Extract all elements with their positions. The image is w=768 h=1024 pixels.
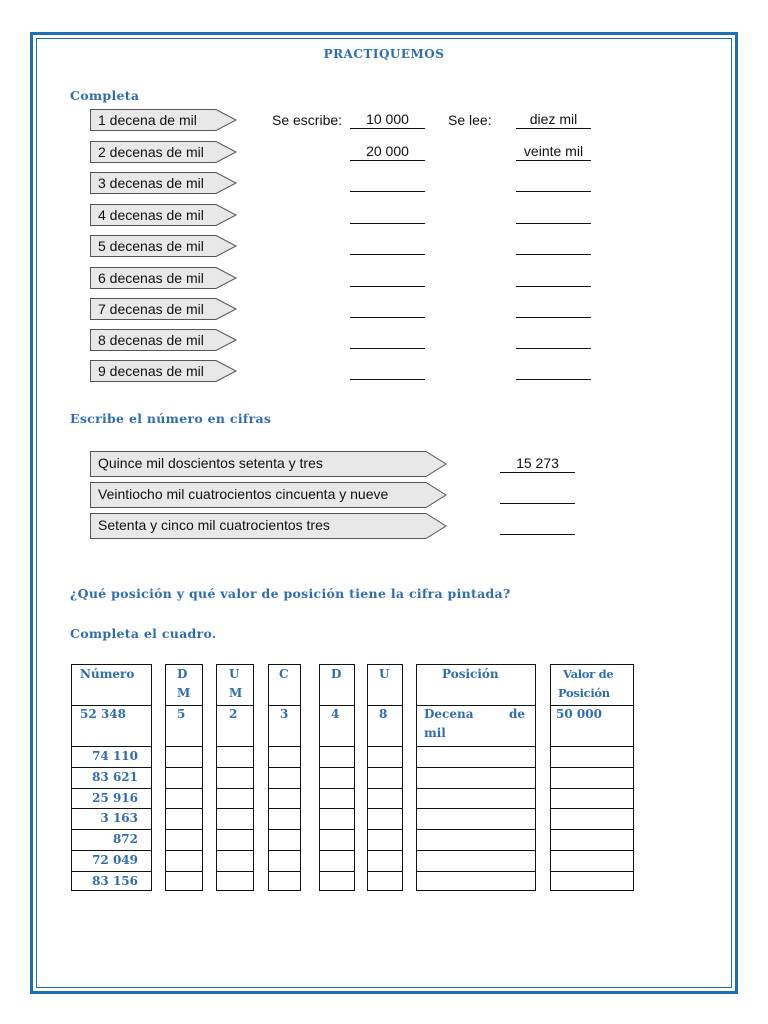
se-lee-label: Se lee: [448, 112, 492, 128]
table-row-divider [71, 871, 152, 872]
table-row-divider [165, 808, 203, 809]
table-row-divider [71, 808, 152, 809]
table-header-divider [165, 705, 203, 706]
table-header-divider [268, 705, 301, 706]
written-answer-field[interactable] [350, 173, 425, 192]
table-row-divider [71, 788, 152, 789]
decena-label-text: 8 decenas de mil [98, 332, 204, 348]
example-posicion-3: mil [424, 726, 446, 740]
read-answer-field[interactable] [516, 205, 591, 224]
header-dm-1: D [177, 667, 188, 681]
table-row-divider [216, 850, 254, 851]
number-words-tag [90, 451, 450, 477]
example-posicion-2: de [509, 707, 526, 721]
table-header-divider [416, 705, 536, 706]
decena-label-tag [90, 141, 240, 163]
table-row-divider [367, 788, 403, 789]
table-example-divider [216, 746, 254, 747]
table-number-cell: 83 156 [92, 873, 138, 888]
number-words-tag [90, 482, 450, 508]
table-row-divider [367, 871, 403, 872]
table-row-divider [367, 808, 403, 809]
example-u: 8 [379, 707, 388, 721]
table-row-divider [268, 788, 301, 789]
decena-label-text: 9 decenas de mil [98, 363, 204, 379]
se-escribe-label: Se escribe: [272, 112, 343, 128]
table-row-divider [416, 788, 536, 789]
written-answer-field[interactable]: 10 000 [350, 110, 425, 129]
table-example-divider [71, 746, 152, 747]
table-row-divider [165, 871, 203, 872]
table-row-divider [268, 767, 301, 768]
written-answer-field[interactable] [350, 205, 425, 224]
table-number-cell: 872 [112, 832, 138, 846]
number-words-tag [90, 513, 450, 539]
table-column-posicion [416, 664, 536, 891]
table-row-divider [550, 808, 634, 809]
example-numero: 52 348 [80, 707, 126, 721]
cifras-answer-field[interactable] [500, 485, 575, 504]
decena-label-text: 6 decenas de mil [98, 270, 204, 286]
table-row-divider [319, 767, 355, 768]
written-answer-field[interactable] [350, 361, 425, 380]
read-answer-field[interactable] [516, 173, 591, 192]
read-answer-field[interactable] [516, 268, 591, 287]
header-c: C [279, 667, 289, 681]
section-heading-completa: Completa [70, 88, 140, 103]
read-answer-field[interactable]: veinte mil [516, 142, 591, 161]
header-numero: Número [80, 667, 135, 681]
header-u: U [379, 667, 390, 681]
read-answer-field[interactable] [516, 361, 591, 380]
decena-label-text: 1 decena de mil [98, 112, 197, 128]
table-row-divider [416, 829, 536, 830]
written-answer-field[interactable] [350, 236, 425, 255]
example-d: 4 [331, 707, 340, 721]
read-answer-field[interactable] [516, 236, 591, 255]
header-posicion: Posición [442, 667, 499, 681]
decena-label-text: 4 decenas de mil [98, 207, 204, 223]
read-answer-field[interactable] [516, 330, 591, 349]
table-row-divider [416, 871, 536, 872]
table-row-divider [165, 829, 203, 830]
table-row-divider [216, 808, 254, 809]
decena-label-tag [90, 204, 240, 226]
read-answer-field[interactable]: diez mil [516, 110, 591, 129]
table-row-divider [550, 788, 634, 789]
table-column-c [268, 664, 301, 891]
table-row-divider [367, 767, 403, 768]
table-header-divider [550, 705, 634, 706]
example-um: 2 [229, 707, 238, 721]
decena-label-text: 7 decenas de mil [98, 301, 204, 317]
header-um-1: U [229, 667, 240, 681]
header-valor-1: Valor de [563, 667, 614, 681]
question-text: ¿Qué posición y qué valor de posición tiene la cifra pintada? [70, 586, 511, 601]
table-row-divider [165, 850, 203, 851]
section-heading-cuadro: Completa el cuadro. [70, 626, 217, 641]
header-d: D [331, 667, 342, 681]
read-answer-field[interactable] [516, 299, 591, 318]
table-row-divider [550, 850, 634, 851]
number-words-text: Veintiocho mil cuatrocientos cincuenta y nueve [98, 486, 389, 502]
decena-label-text: 3 decenas de mil [98, 175, 204, 191]
decena-label-tag [90, 329, 240, 351]
table-row-divider [216, 767, 254, 768]
table-row-divider [550, 871, 634, 872]
table-number-cell: 83 621 [92, 769, 138, 784]
table-row-divider [268, 829, 301, 830]
written-answer-field[interactable] [350, 268, 425, 287]
decena-label-tag [90, 172, 240, 194]
table-row-divider [319, 808, 355, 809]
number-words-text: Quince mil doscientos setenta y tres [98, 455, 323, 471]
table-row-divider [268, 850, 301, 851]
table-row-divider [416, 808, 536, 809]
table-row-divider [319, 788, 355, 789]
table-row-divider [71, 829, 152, 830]
table-row-divider [268, 808, 301, 809]
table-row-divider [550, 767, 634, 768]
table-row-divider [367, 829, 403, 830]
cifras-answer-field[interactable] [500, 516, 575, 535]
cifras-answer-field[interactable]: 15 273 [500, 454, 575, 473]
table-row-divider [165, 767, 203, 768]
table-row-divider [71, 850, 152, 851]
table-number-cell: 3 163 [100, 811, 138, 826]
header-um-2: M [229, 686, 243, 700]
table-example-divider [550, 746, 634, 747]
table-row-divider [319, 829, 355, 830]
table-example-divider [416, 746, 536, 747]
example-c: 3 [280, 707, 289, 721]
decena-label-text: 2 decenas de mil [98, 144, 204, 160]
written-answer-field[interactable] [350, 330, 425, 349]
decena-label-tag [90, 298, 240, 320]
table-row-divider [319, 871, 355, 872]
decena-label-tag [90, 267, 240, 289]
header-valor-2: Posición [558, 686, 610, 700]
table-example-divider [367, 746, 403, 747]
table-example-divider [319, 746, 355, 747]
example-posicion-1: Decena [424, 707, 474, 721]
written-answer-field[interactable]: 20 000 [350, 142, 425, 161]
table-row-divider [367, 850, 403, 851]
written-answer-field[interactable] [350, 299, 425, 318]
decena-label-text: 5 decenas de mil [98, 238, 204, 254]
decena-label-tag [90, 360, 240, 382]
table-row-divider [550, 829, 634, 830]
table-row-divider [71, 767, 152, 768]
table-header-divider [319, 705, 355, 706]
table-number-cell: 72 049 [92, 852, 138, 867]
example-valor: 50 000 [556, 707, 602, 721]
table-column-d [319, 664, 355, 891]
table-number-cell: 74 110 [92, 749, 138, 763]
table-row-divider [416, 850, 536, 851]
table-row-divider [216, 829, 254, 830]
section-heading-cifras: Escribe el número en cifras [70, 411, 272, 426]
table-column-u [367, 664, 403, 891]
decena-label-tag [90, 109, 240, 131]
table-example-divider [268, 746, 301, 747]
header-dm-2: M [177, 686, 191, 700]
table-example-divider [165, 746, 203, 747]
table-header-divider [216, 705, 254, 706]
page-title: PRACTIQUEMOS [323, 47, 445, 61]
decena-label-tag [90, 235, 240, 257]
number-words-text: Setenta y cinco mil cuatrocientos tres [98, 517, 330, 533]
table-header-divider [367, 705, 403, 706]
table-row-divider [216, 871, 254, 872]
table-row-divider [319, 850, 355, 851]
table-number-cell: 25 916 [92, 790, 138, 805]
table-header-divider [71, 705, 152, 706]
table-row-divider [216, 788, 254, 789]
example-dm: 5 [177, 707, 186, 721]
table-row-divider [416, 767, 536, 768]
table-row-divider [165, 788, 203, 789]
table-row-divider [268, 871, 301, 872]
